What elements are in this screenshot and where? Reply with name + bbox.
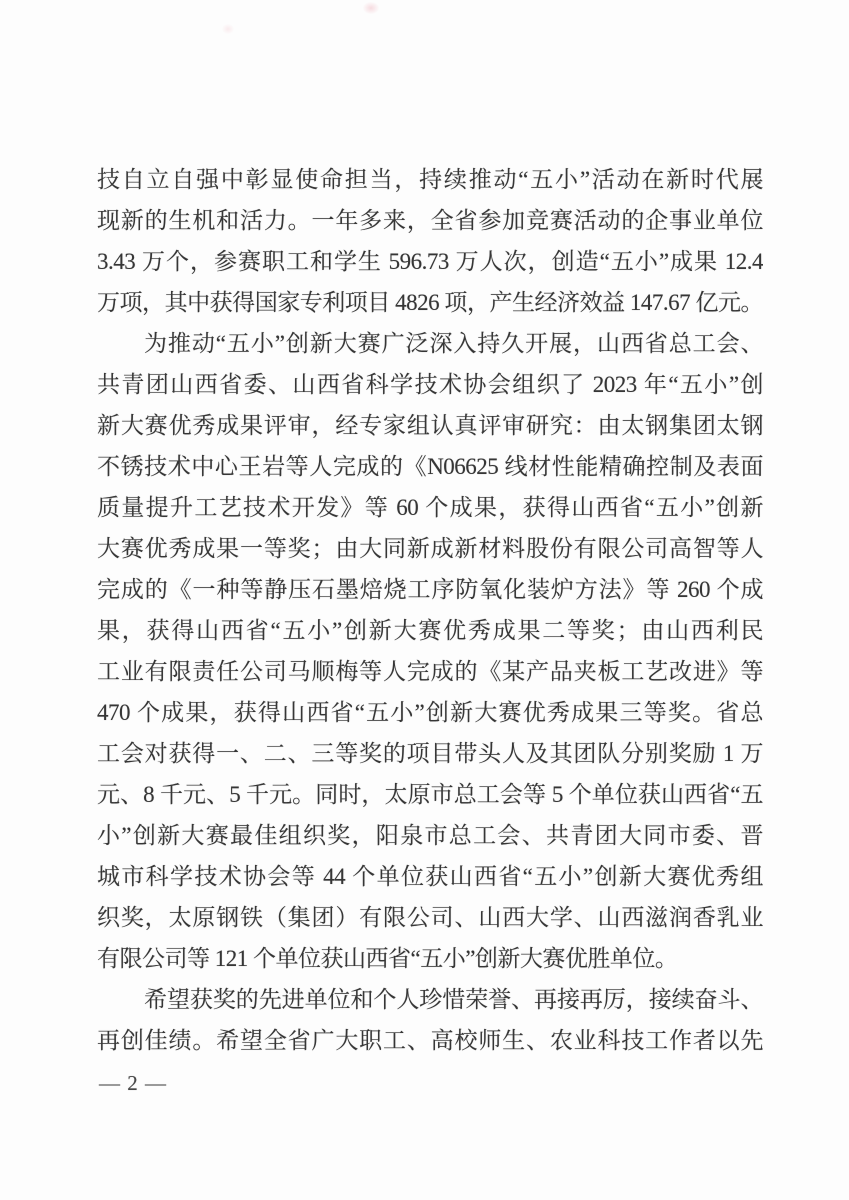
text-line: 果，获得山西省“五小”创新大赛优秀成果二等奖；由山西利民 xyxy=(97,618,763,643)
scan-artifact xyxy=(363,2,379,14)
text-line: 小”创新大赛最佳组织奖，阳泉市总工会、共青团大同市委、晋 xyxy=(97,823,763,848)
text-line: 工会对获得一、二、三等奖的项目带头人及其团队分别奖励 1 万 xyxy=(97,741,763,766)
text-line: 技自立自强中彰显使命担当，持续推动“五小”活动在新时代展 xyxy=(97,167,763,192)
text-line: 希望获奖的先进单位和个人珍惜荣誉、再接再厉，接续奋斗、 xyxy=(144,987,763,1012)
text-line: 城市科学技术协会等 44 个单位获山西省“五小”创新大赛优秀组 xyxy=(97,864,763,889)
text-line: 质量提升工艺技术开发》等 60 个成果，获得山西省“五小”创新 xyxy=(97,495,763,520)
text-line: 不锈技术中心王岩等人完成的《N06625 线材性能精确控制及表面 xyxy=(97,454,763,479)
text-line: 新大赛优秀成果评审，经专家组认真评审研究：由太钢集团太钢 xyxy=(97,413,763,438)
text-line: 完成的《一种等静压石墨焙烧工序防氧化装炉方法》等 260 个成 xyxy=(97,577,763,602)
text-line: 工业有限责任公司马顺梅等人完成的《某产品夹板工艺改进》等 xyxy=(97,659,763,684)
text-line: 为推动“五小”创新大赛广泛深入持久开展，山西省总工会、 xyxy=(144,331,763,356)
text-line: 万项，其中获得国家专利项目 4826 项，产生经济效益 147.67 亿元。 xyxy=(97,290,763,315)
text-line: 有限公司等 121 个单位获山西省“五小”创新大赛优胜单位。 xyxy=(97,946,678,971)
text-line: 元、8 千元、5 千元。同时，太原市总工会等 5 个单位获山西省“五 xyxy=(97,782,763,807)
text-line: 现新的生机和活力。一年多来，全省参加竞赛活动的企事业单位 xyxy=(97,208,763,233)
text-line: 织奖，太原钢铁（集团）有限公司、山西大学、山西滋润香乳业 xyxy=(97,905,763,930)
document-body xyxy=(97,159,763,1061)
text-line: 再创佳绩。希望全省广大职工、高校师生、农业科技工作者以先 xyxy=(97,1028,763,1053)
scan-artifact xyxy=(222,24,234,34)
text-line: 共青团山西省委、山西省科学技术协会组织了 2023 年“五小”创 xyxy=(97,372,763,397)
text-line: 大赛优秀成果一等奖；由大同新成新材料股份有限公司高智等人 xyxy=(97,536,763,561)
text-line: 3.43 万个，参赛职工和学生 596.73 万人次，创造“五小”成果 12.4 xyxy=(97,249,763,274)
page-number: — 2 — xyxy=(99,1071,167,1095)
text-line: 470 个成果，获得山西省“五小”创新大赛优秀成果三等奖。省总 xyxy=(97,700,763,725)
